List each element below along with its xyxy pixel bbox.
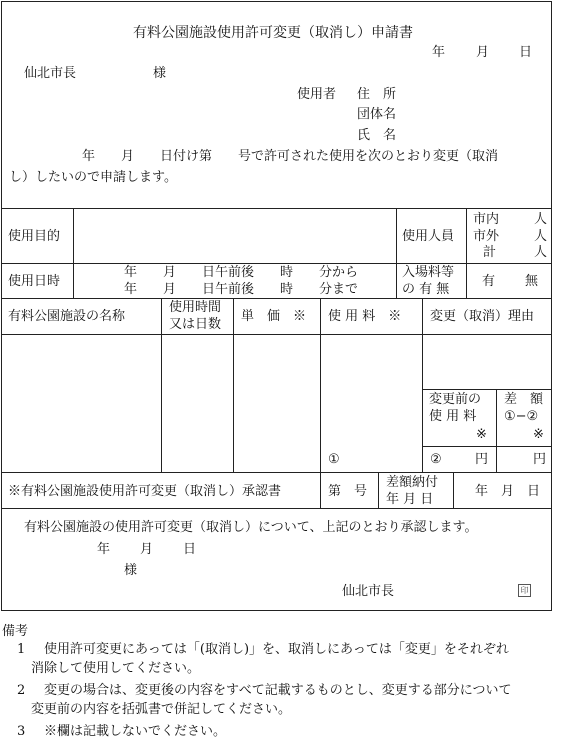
note-2-line2: 変更前の内容を括弧書で併記してください。	[31, 702, 292, 717]
in-city-unit: 人	[534, 212, 548, 227]
purpose-label: 使用目的	[8, 229, 61, 244]
approval-mayor: 仙北市長	[342, 584, 395, 599]
datetime-from: 年 月 日午前後 時 分から	[124, 265, 359, 280]
approval-label: ※有料公園施設使用許可変更（取消し）承認書	[8, 484, 282, 499]
rule-approval-bottom	[1, 508, 552, 509]
vrule-count-label	[396, 208, 397, 263]
diff-paid-1: 差額納付	[386, 475, 439, 490]
datetime-to: 年 月 日午前後 時 分まで	[124, 282, 359, 297]
note-2-line1: 変更の場合は、変更後の内容をすべて記載するものとし、変更する部分について	[44, 683, 512, 698]
entry-fee-label-1: 入場料等	[402, 265, 455, 280]
fee-before-mark: ※	[476, 427, 487, 442]
vrule-count-values	[466, 208, 467, 263]
col-facility-name: 有料公園施設の名称	[8, 309, 126, 324]
fee-before-yen: 円	[475, 452, 489, 467]
vrule-purpose-label	[73, 208, 74, 298]
note-3-num: 3	[17, 724, 26, 739]
count-label: 使用人員	[402, 229, 455, 244]
rule-fee-split	[422, 389, 552, 390]
col-fee: 使 用 料 ※	[328, 309, 402, 324]
entry-fee-no: 無	[525, 274, 539, 289]
rule-datetime-bottom	[1, 298, 552, 299]
out-city-unit: 人	[534, 229, 548, 244]
applicant-name-label: 氏 名	[357, 128, 397, 143]
approval-text: 有料公園施設の使用許可変更（取消し）について、上記のとおり承認します。	[24, 520, 478, 535]
request-text-line1: 年 月 日付け第 号で許可された使用を次のとおり変更（取消	[82, 149, 499, 164]
approval-sama: 様	[124, 563, 138, 578]
date-month: 月	[476, 45, 490, 60]
total-label: 計	[483, 245, 497, 260]
vrule-col-facility	[161, 298, 162, 472]
vrule-col-price	[320, 298, 321, 472]
rule-header-bottom	[1, 334, 552, 335]
note-2-num: 2	[17, 683, 26, 698]
note-1-num: 1	[17, 642, 26, 657]
fee-circle-1: ①	[328, 452, 340, 467]
diff-paid-2: 年 月 日	[386, 492, 434, 507]
approval-number: 第 号	[328, 484, 368, 499]
seal-mark: 印	[518, 584, 531, 597]
vrule-approval-number	[378, 472, 379, 508]
diff-1: 差 額	[504, 392, 544, 407]
diff-mark: ※	[533, 427, 544, 442]
note-1-line1: 使用許可変更にあっては「(取消し)」を、取消しにあっては「変更」をそれぞれ	[44, 642, 509, 657]
applicant-user-label: 使用者	[297, 87, 337, 102]
approval-date-month: 月	[140, 542, 154, 557]
approval-date-year: 年	[97, 542, 111, 557]
note-3-line1: ※欄は記載しないでください。	[44, 724, 227, 739]
addressee-sama: 様	[153, 66, 167, 81]
datetime-label: 使用日時	[8, 274, 61, 289]
addressee-mayor: 仙北市長	[24, 66, 77, 81]
rule-yen-row	[422, 446, 552, 447]
fee-before-1: 変更前の	[429, 392, 482, 407]
vrule-approval-label	[320, 472, 321, 508]
vrule-approval-paid	[453, 472, 454, 508]
total-unit: 人	[534, 245, 548, 260]
vrule-col-hours	[233, 298, 234, 472]
date-year: 年	[432, 45, 446, 60]
rule-table-bottom	[1, 472, 552, 473]
fee-before-2: 使 用 料	[429, 409, 477, 424]
applicant-address-label: 住 所	[357, 87, 397, 102]
request-text-line2: し）したいので申請します。	[9, 170, 177, 185]
date-day: 日	[519, 45, 533, 60]
col-reason: 変更（取消）理由	[430, 309, 535, 324]
approval-date-day: 日	[183, 542, 197, 557]
rule-purpose-bottom	[1, 263, 552, 264]
vrule-fee-label	[396, 263, 397, 298]
form-title: 有料公園施設使用許可変更（取消し）申請書	[133, 25, 413, 41]
col-unit-price: 単 価 ※	[241, 309, 307, 324]
rule-top-section	[1, 208, 552, 209]
notes-heading: 備考	[2, 624, 29, 639]
col-hours-2: 又は日数	[169, 317, 222, 332]
fee-circle-2: ②	[430, 452, 442, 467]
diff-2: ①−②	[504, 409, 539, 424]
entry-fee-yes: 有	[482, 274, 496, 289]
out-city-label: 市外	[473, 229, 500, 244]
vrule-col-fee	[422, 298, 423, 472]
note-1-line2: 消除して使用してください。	[31, 661, 201, 676]
diff-yen: 円	[533, 452, 547, 467]
applicant-group-label: 団体名	[357, 107, 397, 122]
in-city-label: 市内	[473, 212, 500, 227]
col-hours-1: 使用時間	[169, 300, 222, 315]
entry-fee-label-2: の 有 無	[402, 282, 450, 297]
approval-date: 年 月 日	[475, 484, 541, 499]
vrule-fee-values	[466, 263, 467, 298]
vrule-col-diff	[496, 389, 497, 472]
